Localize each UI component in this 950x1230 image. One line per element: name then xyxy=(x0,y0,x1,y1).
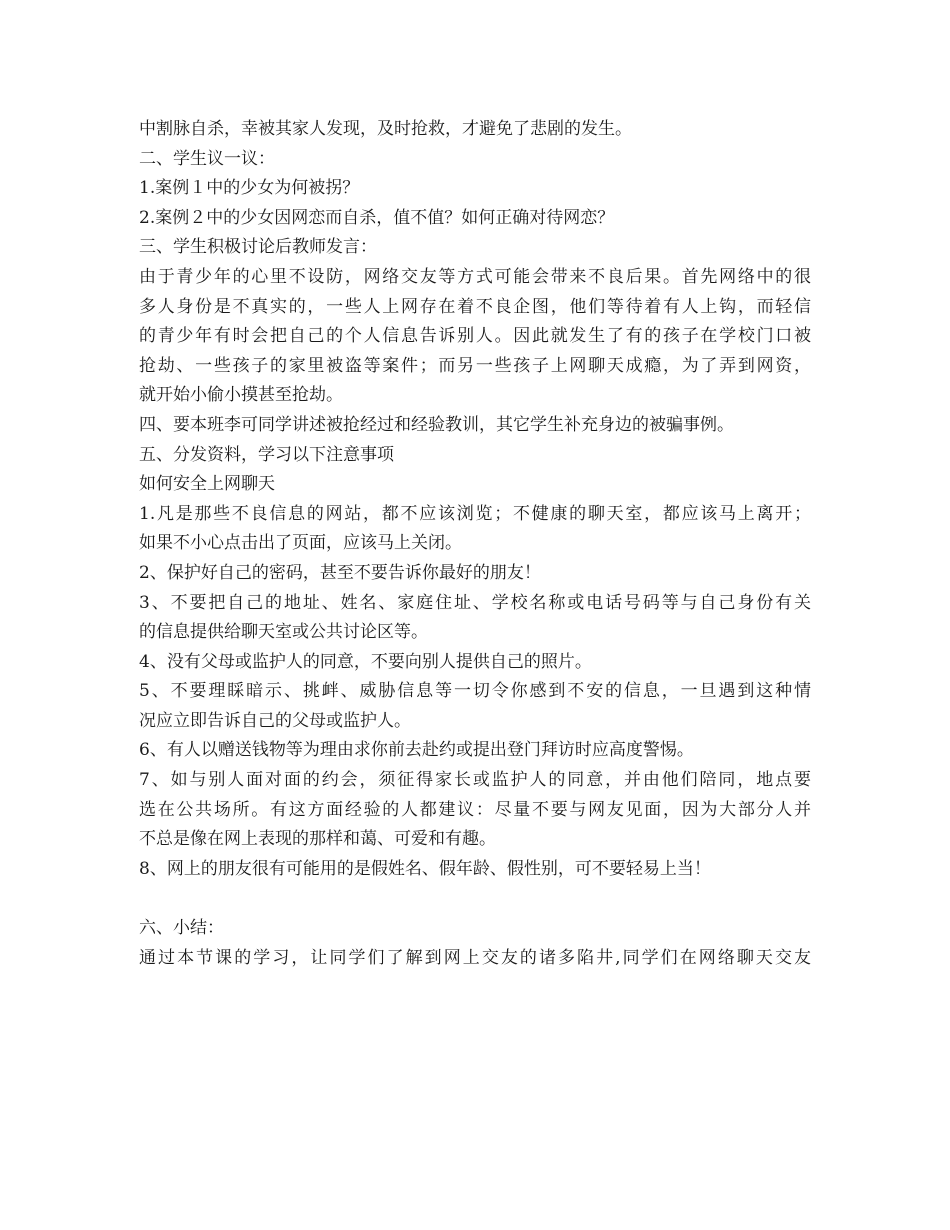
list-item: 2、保护好自己的密码，甚至不要告诉你最好的朋友！ xyxy=(139,562,541,583)
paragraph-line: 多人身份是不真实的，一些人上网存在着不良企图，他们等待着有人上钩，而轻信 xyxy=(139,296,811,317)
list-item: 3、不要把自己的地址、姓名、家庭住址、学校名称或电话号码等与自己身份有关 xyxy=(139,592,811,613)
paragraph-line: 通过本节课的学习，让同学们了解到网上交友的诸多陷井,同学们在网络聊天交友 xyxy=(139,947,811,968)
list-item: 7、如与别人面对面的约会，须征得家长或监护人的同意，并由他们陪同，地点要 xyxy=(139,770,811,791)
list-item-continuation: 选在公共场所。有这方面经验的人都建议：尽量不要与网友见面，因为大部分人并 xyxy=(139,799,811,820)
paragraph-line: 中割脉自杀，幸被其家人发现，及时抢救，才避免了悲剧的发生。 xyxy=(139,119,632,139)
section-heading: 六、小结： xyxy=(139,918,224,939)
paragraph-line: 抢劫、一些孩子的家里被盗等案件；而另一些孩子上网聊天成瘾，为了弄到网资， xyxy=(139,355,811,376)
subsection-title: 如何安全上网聊天 xyxy=(139,474,275,495)
list-item: 6、有人以赠送钱物等为理由求你前去赴约或提出登门拜访时应高度警惕。 xyxy=(139,740,694,761)
section-heading: 二、学生议一议： xyxy=(139,148,275,169)
list-item: 5、不要理睬暗示、挑衅、威胁信息等一切令你感到不安的信息，一旦遇到这种情 xyxy=(139,681,811,702)
list-item: 2.案例２中的少女因网恋而自杀，值不值？如何正确对待网恋？ xyxy=(139,207,615,228)
section-heading: 三、学生积极讨论后教师发言： xyxy=(139,237,377,258)
section-heading: 四、要本班李可同学讲述被抢经过和经验教训，其它学生补充身边的被骗事例。 xyxy=(139,414,734,435)
list-item-continuation: 不总是像在网上表现的那样和蔼、可爱和有趣。 xyxy=(139,829,496,850)
list-item-continuation: 的信息提供给聊天室或公共讨论区等。 xyxy=(139,622,428,643)
blank-line xyxy=(139,884,811,914)
list-item-continuation: 如果不小心点击出了页面，应该马上关闭。 xyxy=(139,533,462,554)
paragraph-line: 由于青少年的心里不设防，网络交友等方式可能会带来不良后果。首先网络中的很 xyxy=(139,266,811,287)
list-item: 4、没有父母或监护人的同意，不要向别人提供自己的照片。 xyxy=(139,651,592,672)
list-item: 1.案例１中的少女为何被拐？ xyxy=(139,178,360,199)
list-item-continuation: 况应立即告诉自己的父母或监护人。 xyxy=(139,710,411,731)
document-body xyxy=(139,115,811,973)
list-item: 8、网上的朋友很有可能用的是假姓名、假年龄、假性别，可不要轻易上当！ xyxy=(139,858,711,879)
section-heading: 五、分发资料，学习以下注意事项 xyxy=(139,444,394,465)
list-item: 1.凡是那些不良信息的网站，都不应该浏览；不健康的聊天室，都应该马上离开； xyxy=(139,503,811,524)
paragraph-line: 的青少年有时会把自己的个人信息告诉别人。因此就发生了有的孩子在学校门口被 xyxy=(139,326,811,347)
paragraph-line: 就开始小偷小摸甚至抢劫。 xyxy=(139,385,343,406)
